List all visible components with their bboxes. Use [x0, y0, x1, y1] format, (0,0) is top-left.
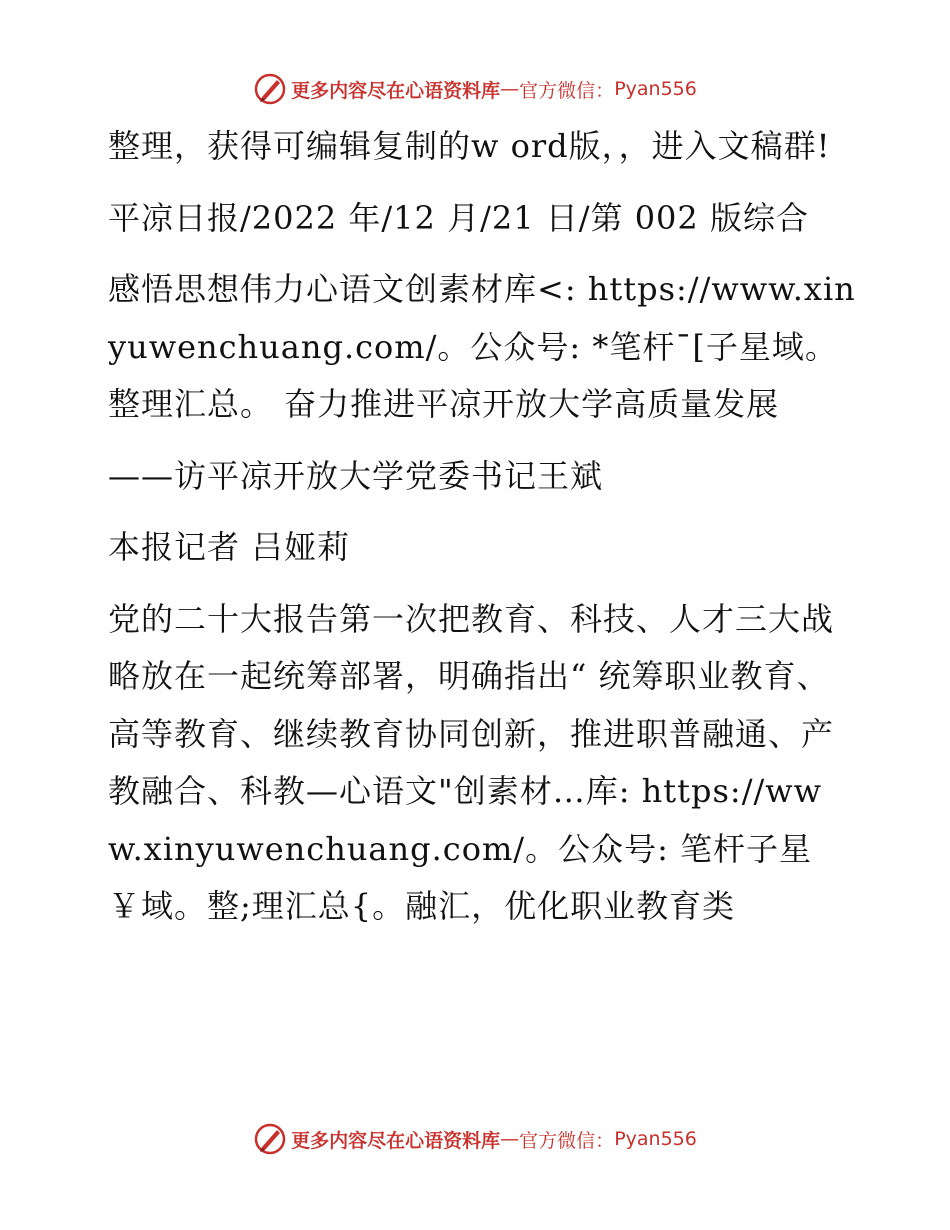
paragraph-body: 党的二十大报告第一次把教育、科技、人才三大战略放在一起统筹部署，明确指出“ 统筹职业教育、高等教育、继续教育协同创新，推进职普融通、产教融合、科教—心语文"创素材…库: https://www.xinyuwenchuang.com/。公众号: 笔杆子星￥域。整;理汇总{。融汇，优化职业教育类	[108, 599, 835, 925]
banner-contact-label: 官方微信：	[519, 1129, 615, 1152]
paragraph-source: 平凉日报/2022 年/12 月/21 日/第 002 版综合	[108, 198, 809, 237]
paragraph-byline: 本报记者 吕娅莉	[108, 528, 351, 566]
pen-logo-icon	[253, 1122, 287, 1156]
pen-logo-icon	[253, 72, 287, 106]
banner-text: 更多内容尽在心语资料库	[291, 79, 501, 102]
document-body	[96, 118, 856, 950]
banner-contact-id: Pyan556	[614, 1128, 697, 1150]
banner-text: 更多内容尽在心语资料库	[291, 1129, 501, 1152]
banner-dash: —	[500, 78, 520, 100]
paragraph-subtitle: ——访平凉开放大学党委书记王斌	[108, 456, 604, 495]
paragraph-intro: 整理，获得可编辑复制的w ord版，，进入文稿群!	[108, 127, 831, 165]
banner-dash: —	[500, 1128, 520, 1150]
banner-contact-label: 官方微信：	[519, 79, 615, 102]
header-watermark-banner	[0, 72, 950, 106]
paragraph-headline: 感悟思想伟力心语文创素材库<: https://www.xinyuwenchuang.com/。公众号: *笔杆¯[子星域。整理汇总。 奋力推进平凉开放大学高质量发展	[108, 270, 856, 423]
footer-watermark-banner	[0, 1122, 950, 1156]
banner-contact-id: Pyan556	[614, 78, 697, 100]
